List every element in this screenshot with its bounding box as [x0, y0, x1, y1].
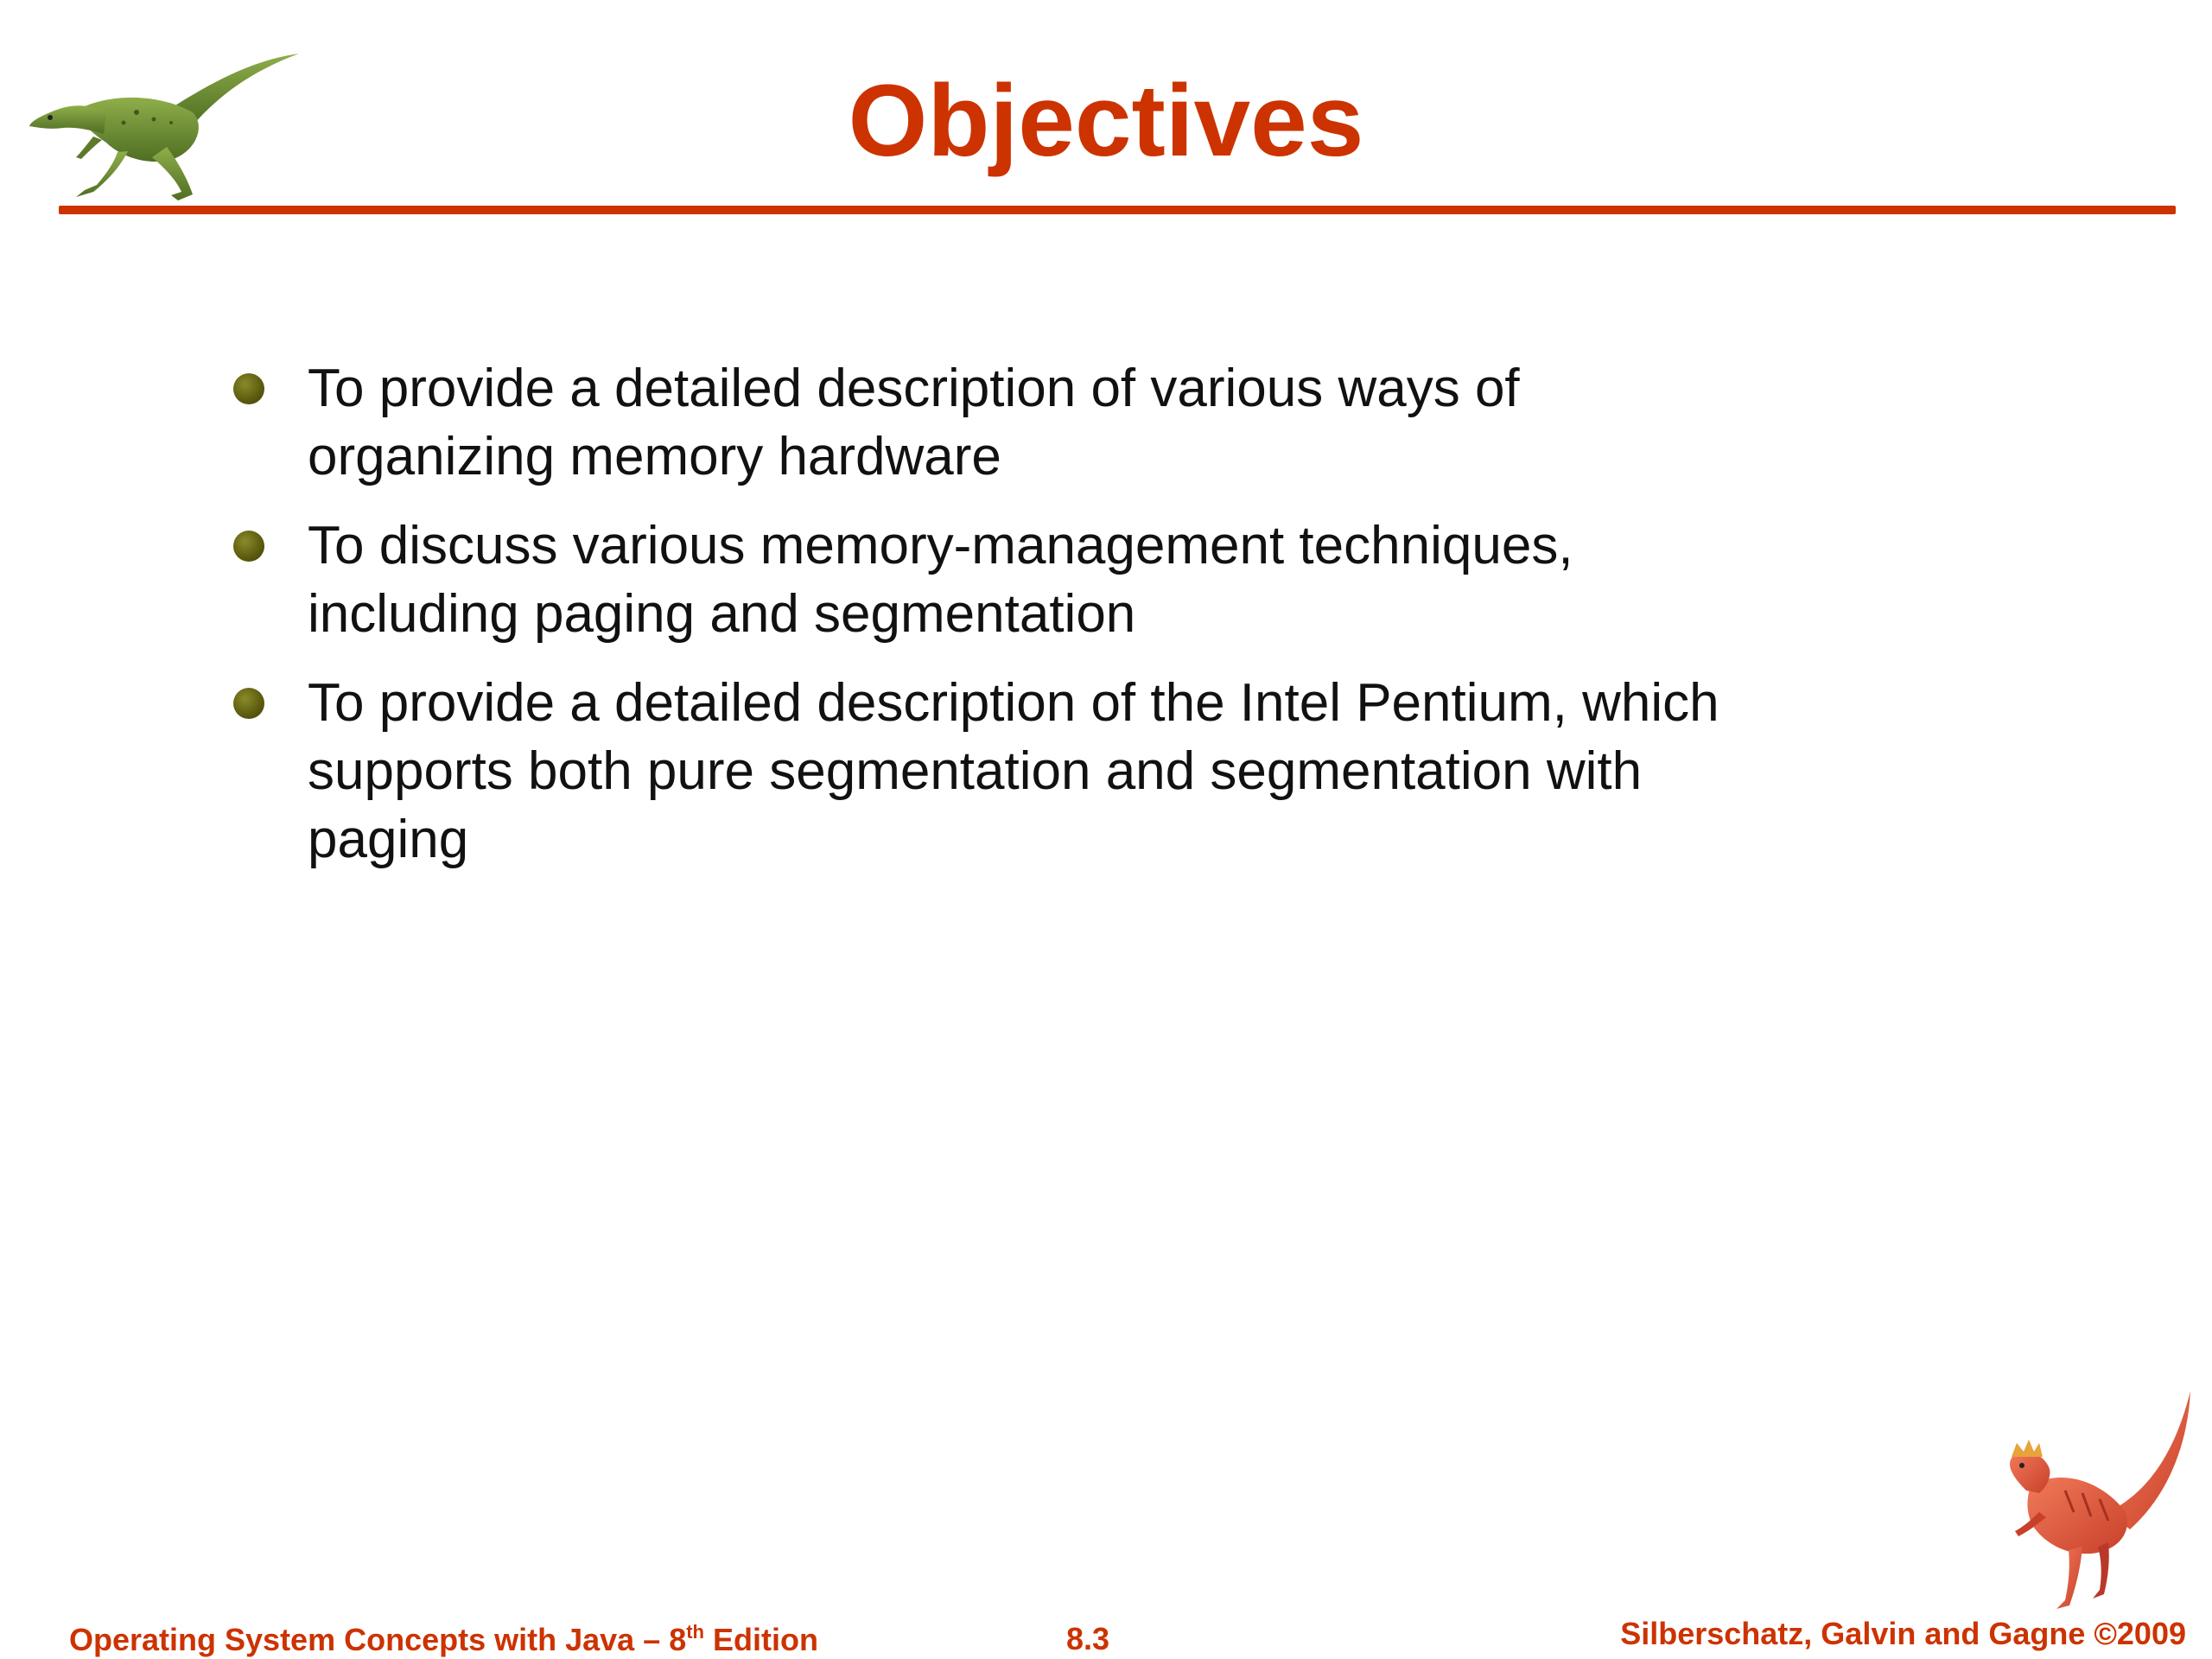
bullet-line: including paging and segmentation	[308, 584, 1136, 644]
bullet-line: paging	[308, 810, 469, 869]
bullet-line: supports both pure segmentation and segmentation with	[308, 741, 1643, 801]
bullet-line: To discuss various memory-management techniques,	[308, 516, 1573, 575]
footer-book-sup: th	[686, 1621, 704, 1643]
footer-book-prefix: Operating System Concepts with Java – 8	[69, 1622, 687, 1657]
page-number: 8.3	[1066, 1621, 1110, 1656]
footer-book-suffix: Edition	[704, 1622, 818, 1657]
bullet-icon	[233, 373, 264, 404]
footer-book-title	[69, 1621, 818, 1658]
list-item	[232, 512, 1873, 648]
list-item	[232, 354, 1873, 491]
footer-authors: Silberschatz, Galvin and Gagne ©2009	[1620, 1616, 2186, 1651]
list-item	[232, 669, 1873, 874]
bullet-icon	[233, 531, 264, 562]
page-title: Objectives	[848, 64, 1364, 178]
bullet-line: To provide a detailed description of various ways of	[308, 359, 1520, 418]
objectives-list	[232, 354, 1873, 894]
red-dinosaur-icon	[1979, 1382, 2203, 1616]
bullet-line: organizing memory hardware	[308, 427, 1001, 486]
title-divider	[59, 206, 2176, 214]
bullet-line: To provide a detailed description of the Intel Pentium, which	[308, 673, 1719, 733]
bullet-icon	[233, 688, 264, 719]
